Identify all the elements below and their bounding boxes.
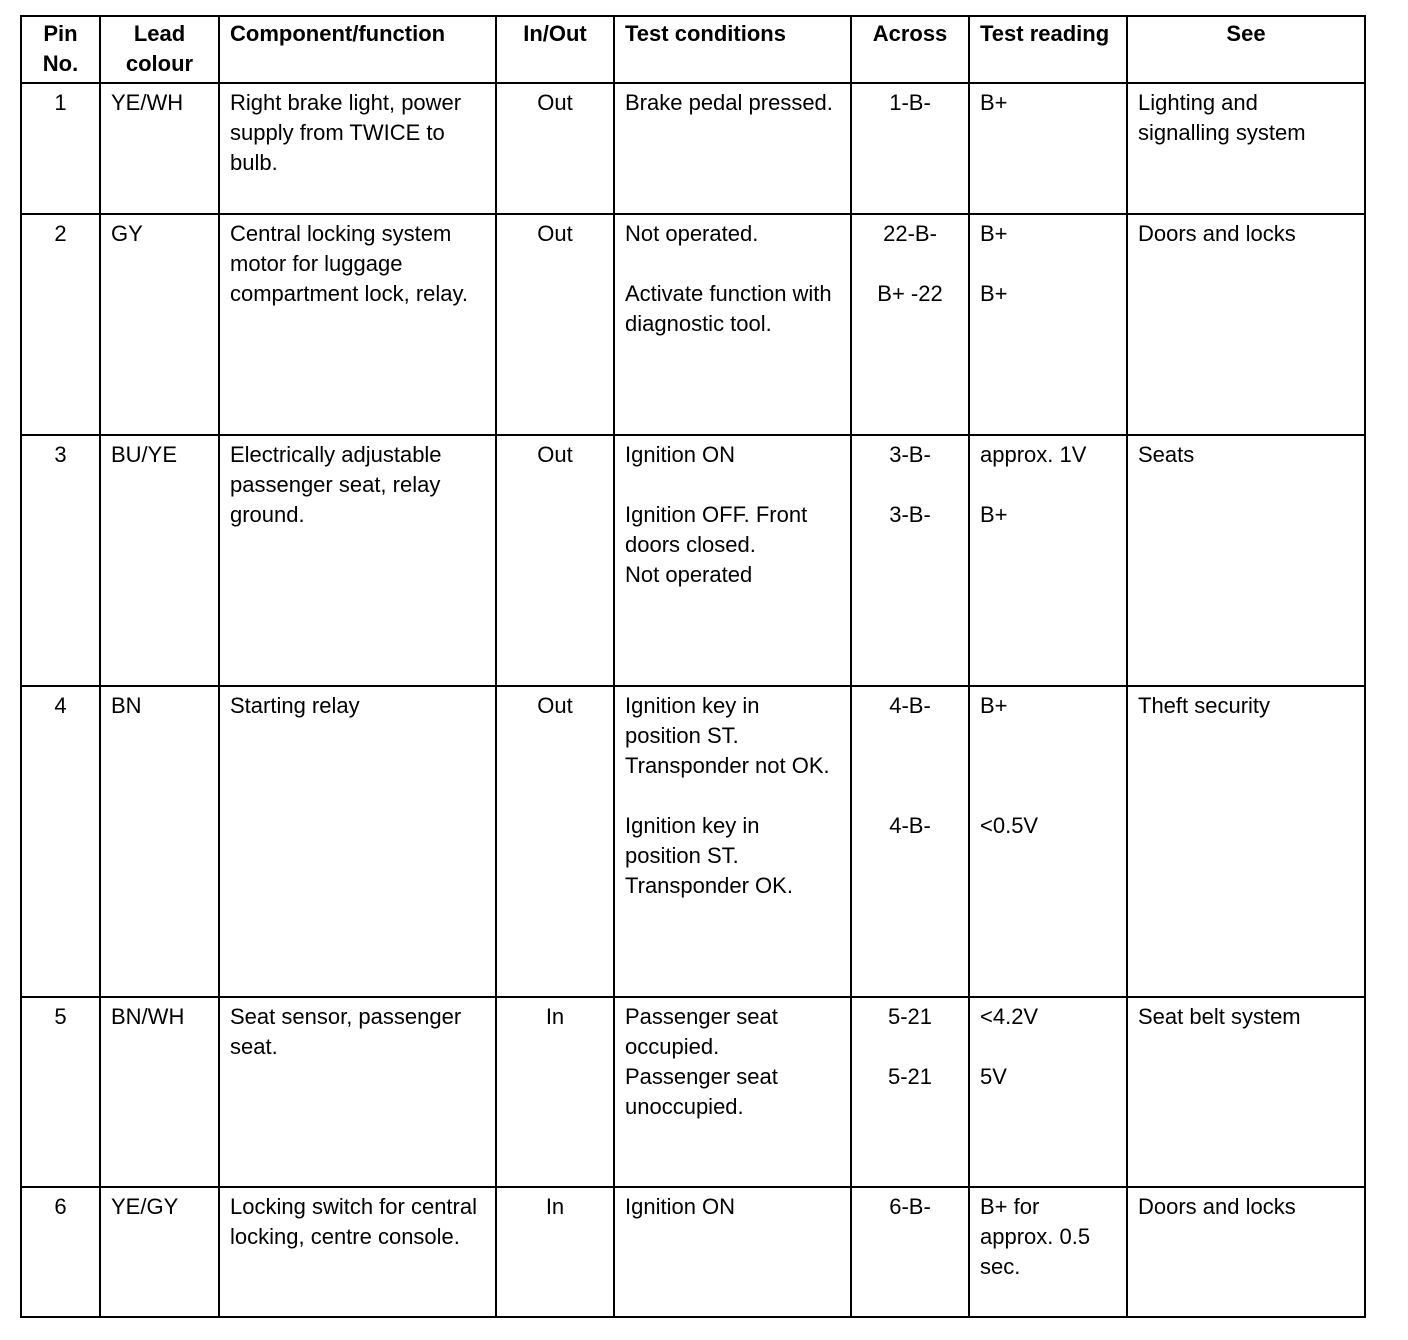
across-value: 6-B- — [889, 1194, 931, 1219]
across-value: 22-B- — [883, 221, 937, 246]
test-condition: Not operated. — [625, 221, 759, 246]
test-conditions-cell — [614, 435, 851, 686]
table-row — [21, 1187, 1365, 1317]
across-cell — [851, 214, 969, 435]
test-condition: Ignition key in position ST. Transponder OK. — [625, 813, 793, 898]
test-conditions-cell — [614, 83, 851, 214]
test-reading-value: B+ for approx. 0.5 sec. — [980, 1194, 1091, 1279]
in-out-cell: In — [496, 997, 614, 1187]
pin-cell: 5 — [21, 997, 100, 1187]
across-value: 1-B- — [889, 90, 931, 115]
across-value: 4-B- — [889, 693, 931, 718]
test-reading-cell — [969, 686, 1127, 997]
test-condition: Ignition key in position ST. Transponder not OK. — [625, 693, 830, 778]
across-value: 4-B- — [889, 813, 931, 838]
pin-cell: 1 — [21, 83, 100, 214]
lead-colour-cell: BN — [100, 686, 219, 997]
in-out-cell: Out — [496, 435, 614, 686]
test-reading-value: <0.5V — [980, 813, 1039, 838]
test-reading-cell — [969, 83, 1127, 214]
test-reading-cell — [969, 997, 1127, 1187]
test-reading-value: B+ — [980, 281, 1008, 306]
table-row — [21, 997, 1365, 1187]
table-row — [21, 214, 1365, 435]
test-condition: Passenger seat occupied. — [625, 1004, 778, 1059]
across-value: 5-21 — [887, 1064, 933, 1089]
across-value: 3-B- — [889, 502, 931, 527]
header-pin: Pin No. — [21, 16, 100, 83]
in-out-cell: In — [496, 1187, 614, 1317]
test-reading-cell — [969, 214, 1127, 435]
test-reading-cell — [969, 435, 1127, 686]
across-cell — [851, 1187, 969, 1317]
lead-colour-cell: YE/GY — [100, 1187, 219, 1317]
test-condition: Ignition OFF. Front doors closed. — [625, 502, 808, 557]
component-cell: Locking switch for central locking, centre console. — [219, 1187, 496, 1317]
test-reading-value: 5V — [980, 1064, 1007, 1089]
test-condition: Ignition ON — [625, 442, 736, 467]
pin-cell: 2 — [21, 214, 100, 435]
component-cell: Seat sensor, passenger seat. — [219, 997, 496, 1187]
lead-colour-cell: YE/WH — [100, 83, 219, 214]
see-cell: Doors and locks — [1127, 1187, 1365, 1317]
header-test-conditions: Test conditions — [614, 16, 851, 83]
test-conditions-cell — [614, 686, 851, 997]
header-across: Across — [851, 16, 969, 83]
test-reading-value: B+ — [980, 90, 1008, 115]
test-condition: Ignition ON — [625, 1194, 736, 1219]
see-cell: Seat belt system — [1127, 997, 1365, 1187]
lead-colour-cell: BN/WH — [100, 997, 219, 1187]
test-condition: Brake pedal pressed. — [625, 90, 833, 115]
component-cell: Right brake light, power supply from TWICE to bulb. — [219, 83, 496, 214]
across-cell — [851, 686, 969, 997]
test-conditions-cell — [614, 1187, 851, 1317]
test-reading-value: <4.2V — [980, 1004, 1039, 1029]
see-cell: Theft security — [1127, 686, 1365, 997]
pin-cell: 4 — [21, 686, 100, 997]
test-reading-value: B+ — [980, 693, 1008, 718]
test-conditions-cell — [614, 997, 851, 1187]
see-cell: Lighting and signalling system — [1127, 83, 1365, 214]
test-conditions-cell — [614, 214, 851, 435]
lead-colour-cell: GY — [100, 214, 219, 435]
across-value: 3-B- — [889, 442, 931, 467]
table-row — [21, 83, 1365, 214]
across-cell — [851, 435, 969, 686]
table-row — [21, 686, 1365, 997]
across-value: 5-21 — [887, 1004, 933, 1029]
test-condition: Activate function with diagnostic tool. — [625, 281, 832, 336]
header-lead-colour: Lead colour — [100, 16, 219, 83]
pin-cell: 6 — [21, 1187, 100, 1317]
header-see: See — [1127, 16, 1365, 83]
test-reading-cell — [969, 1187, 1127, 1317]
test-reading-value: B+ — [980, 502, 1008, 527]
see-cell: Doors and locks — [1127, 214, 1365, 435]
table-body — [21, 83, 1365, 1317]
test-condition: Passenger seat unoccupied. — [625, 1064, 778, 1119]
see-cell: Seats — [1127, 435, 1365, 686]
component-cell: Starting relay — [219, 686, 496, 997]
in-out-cell: Out — [496, 214, 614, 435]
header-test-reading: Test reading — [969, 16, 1127, 83]
in-out-cell: Out — [496, 686, 614, 997]
header-component: Component/function — [219, 16, 496, 83]
component-cell: Central locking system motor for luggage compartment lock, relay. — [219, 214, 496, 435]
component-cell: Electrically adjustable passenger seat, relay ground. — [219, 435, 496, 686]
table-row — [21, 435, 1365, 686]
test-reading-value: approx. 1V — [980, 442, 1087, 467]
header-row — [21, 16, 1365, 83]
pin-assignment-table — [20, 15, 1366, 1318]
header-in-out: In/Out — [496, 16, 614, 83]
lead-colour-cell: BU/YE — [100, 435, 219, 686]
across-cell — [851, 997, 969, 1187]
test-reading-value: B+ — [980, 221, 1008, 246]
test-condition: Not operated — [625, 562, 753, 587]
across-value: B+ -22 — [877, 281, 943, 306]
across-cell — [851, 83, 969, 214]
in-out-cell: Out — [496, 83, 614, 214]
pin-cell: 3 — [21, 435, 100, 686]
